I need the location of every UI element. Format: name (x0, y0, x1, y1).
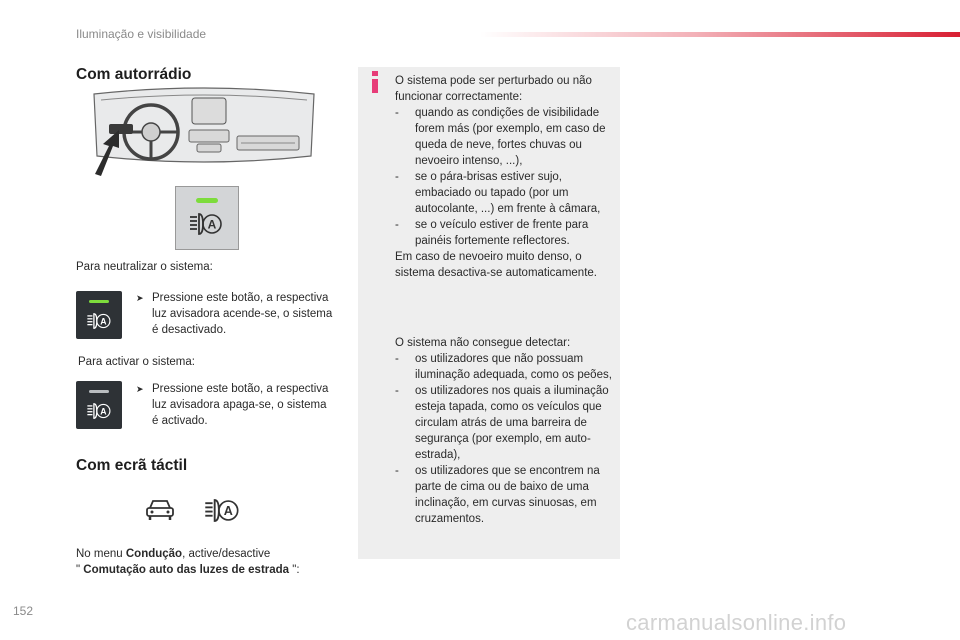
detect-item: - os utilizadores que se encontrem na parte de cima ou de baixo de uma inclinação, em curvas sinuosas, em cruzamentos. (395, 465, 600, 525)
neutralize-label: Para neutralizar o sistema: (76, 261, 213, 273)
menu-suffix: , active/desactive (182, 548, 271, 560)
menu-name: Condução (125, 548, 183, 560)
auto-high-beam-icon (204, 499, 240, 527)
activate-label: Para activar o sistema: (78, 356, 195, 368)
toggle-prefix: " (76, 564, 84, 576)
auto-high-beam-icon (189, 213, 223, 240)
bullet-neutralize (136, 290, 336, 338)
header-accent-bar (480, 32, 960, 37)
info-intro: O sistema pode ser perturbado ou não funcionar correctamente: (395, 75, 592, 103)
bullet-neutralize-text: Pressione este botão, a respectiva luz avisadora acende-se, o sistema é desactivado. (152, 292, 333, 336)
svg-text:A: A (100, 316, 107, 327)
svg-text:A: A (100, 406, 107, 417)
fog-note: Em caso de nevoeiro muito denso, o sistema desactiva-se automaticamente. (395, 251, 597, 279)
auto-high-beam-icon (86, 313, 112, 334)
toggle-suffix: ": (289, 564, 300, 576)
bullet-arrow-icon: ➤ (136, 384, 144, 394)
indicator-lamp-off (89, 390, 109, 393)
info-text-block-1 (395, 73, 617, 281)
info-item: - se o pára-brisas estiver sujo, embaciado ou tapado (por um autocolante, ...) em frente à câmara, (395, 171, 601, 215)
heading-autoradio: Com autorrádio (76, 66, 192, 83)
detect-intro: O sistema não consegue detectar: (395, 337, 571, 349)
detect-item: - os utilizadores nos quais a iluminação esteja tapada, como os veículos que circulam atrás de uma barreira de segurança (por exemplo, em auto-estrada), (395, 385, 609, 461)
bullet-activate-text: Pressione este botão, a respectiva luz avisadora apaga-se, o sistema é activado. (152, 383, 329, 427)
indicator-lamp (196, 198, 218, 203)
dashboard-illustration (89, 86, 319, 181)
heading-touchscreen: Com ecrã táctil (76, 457, 188, 474)
info-item: - se o veículo estiver de frente para painéis fortemente reflectores. (395, 219, 589, 247)
watermark: carmanualsonline.info (626, 610, 847, 635)
auto-high-beam-icon (86, 403, 112, 424)
button-illustration (175, 186, 239, 250)
button-led-on (76, 291, 122, 339)
menu-instruction (76, 546, 346, 578)
button-led-off (76, 381, 122, 429)
bullet-activate (136, 381, 336, 429)
indicator-lamp-on (89, 300, 109, 303)
car-front-icon (144, 498, 176, 527)
toggle-name: Comutação auto das luzes de estrada (83, 564, 290, 576)
section-title: Iluminação e visibilidade (76, 27, 207, 41)
info-item: - quando as condições de visibilidade forem más (por exemplo, em caso de queda de neve, fortes chuvas ou nevoeiro intenso, ...), (395, 107, 606, 167)
svg-text:A: A (223, 504, 233, 519)
bullet-arrow-icon: ➤ (136, 293, 144, 303)
menu-prefix: No menu (76, 548, 126, 560)
page-number: 152 (13, 604, 34, 618)
detect-item: - os utilizadores que não possuam iluminação adequada, como os peões, (395, 353, 612, 381)
svg-text:A: A (207, 217, 217, 232)
info-text-block-2 (395, 335, 617, 527)
